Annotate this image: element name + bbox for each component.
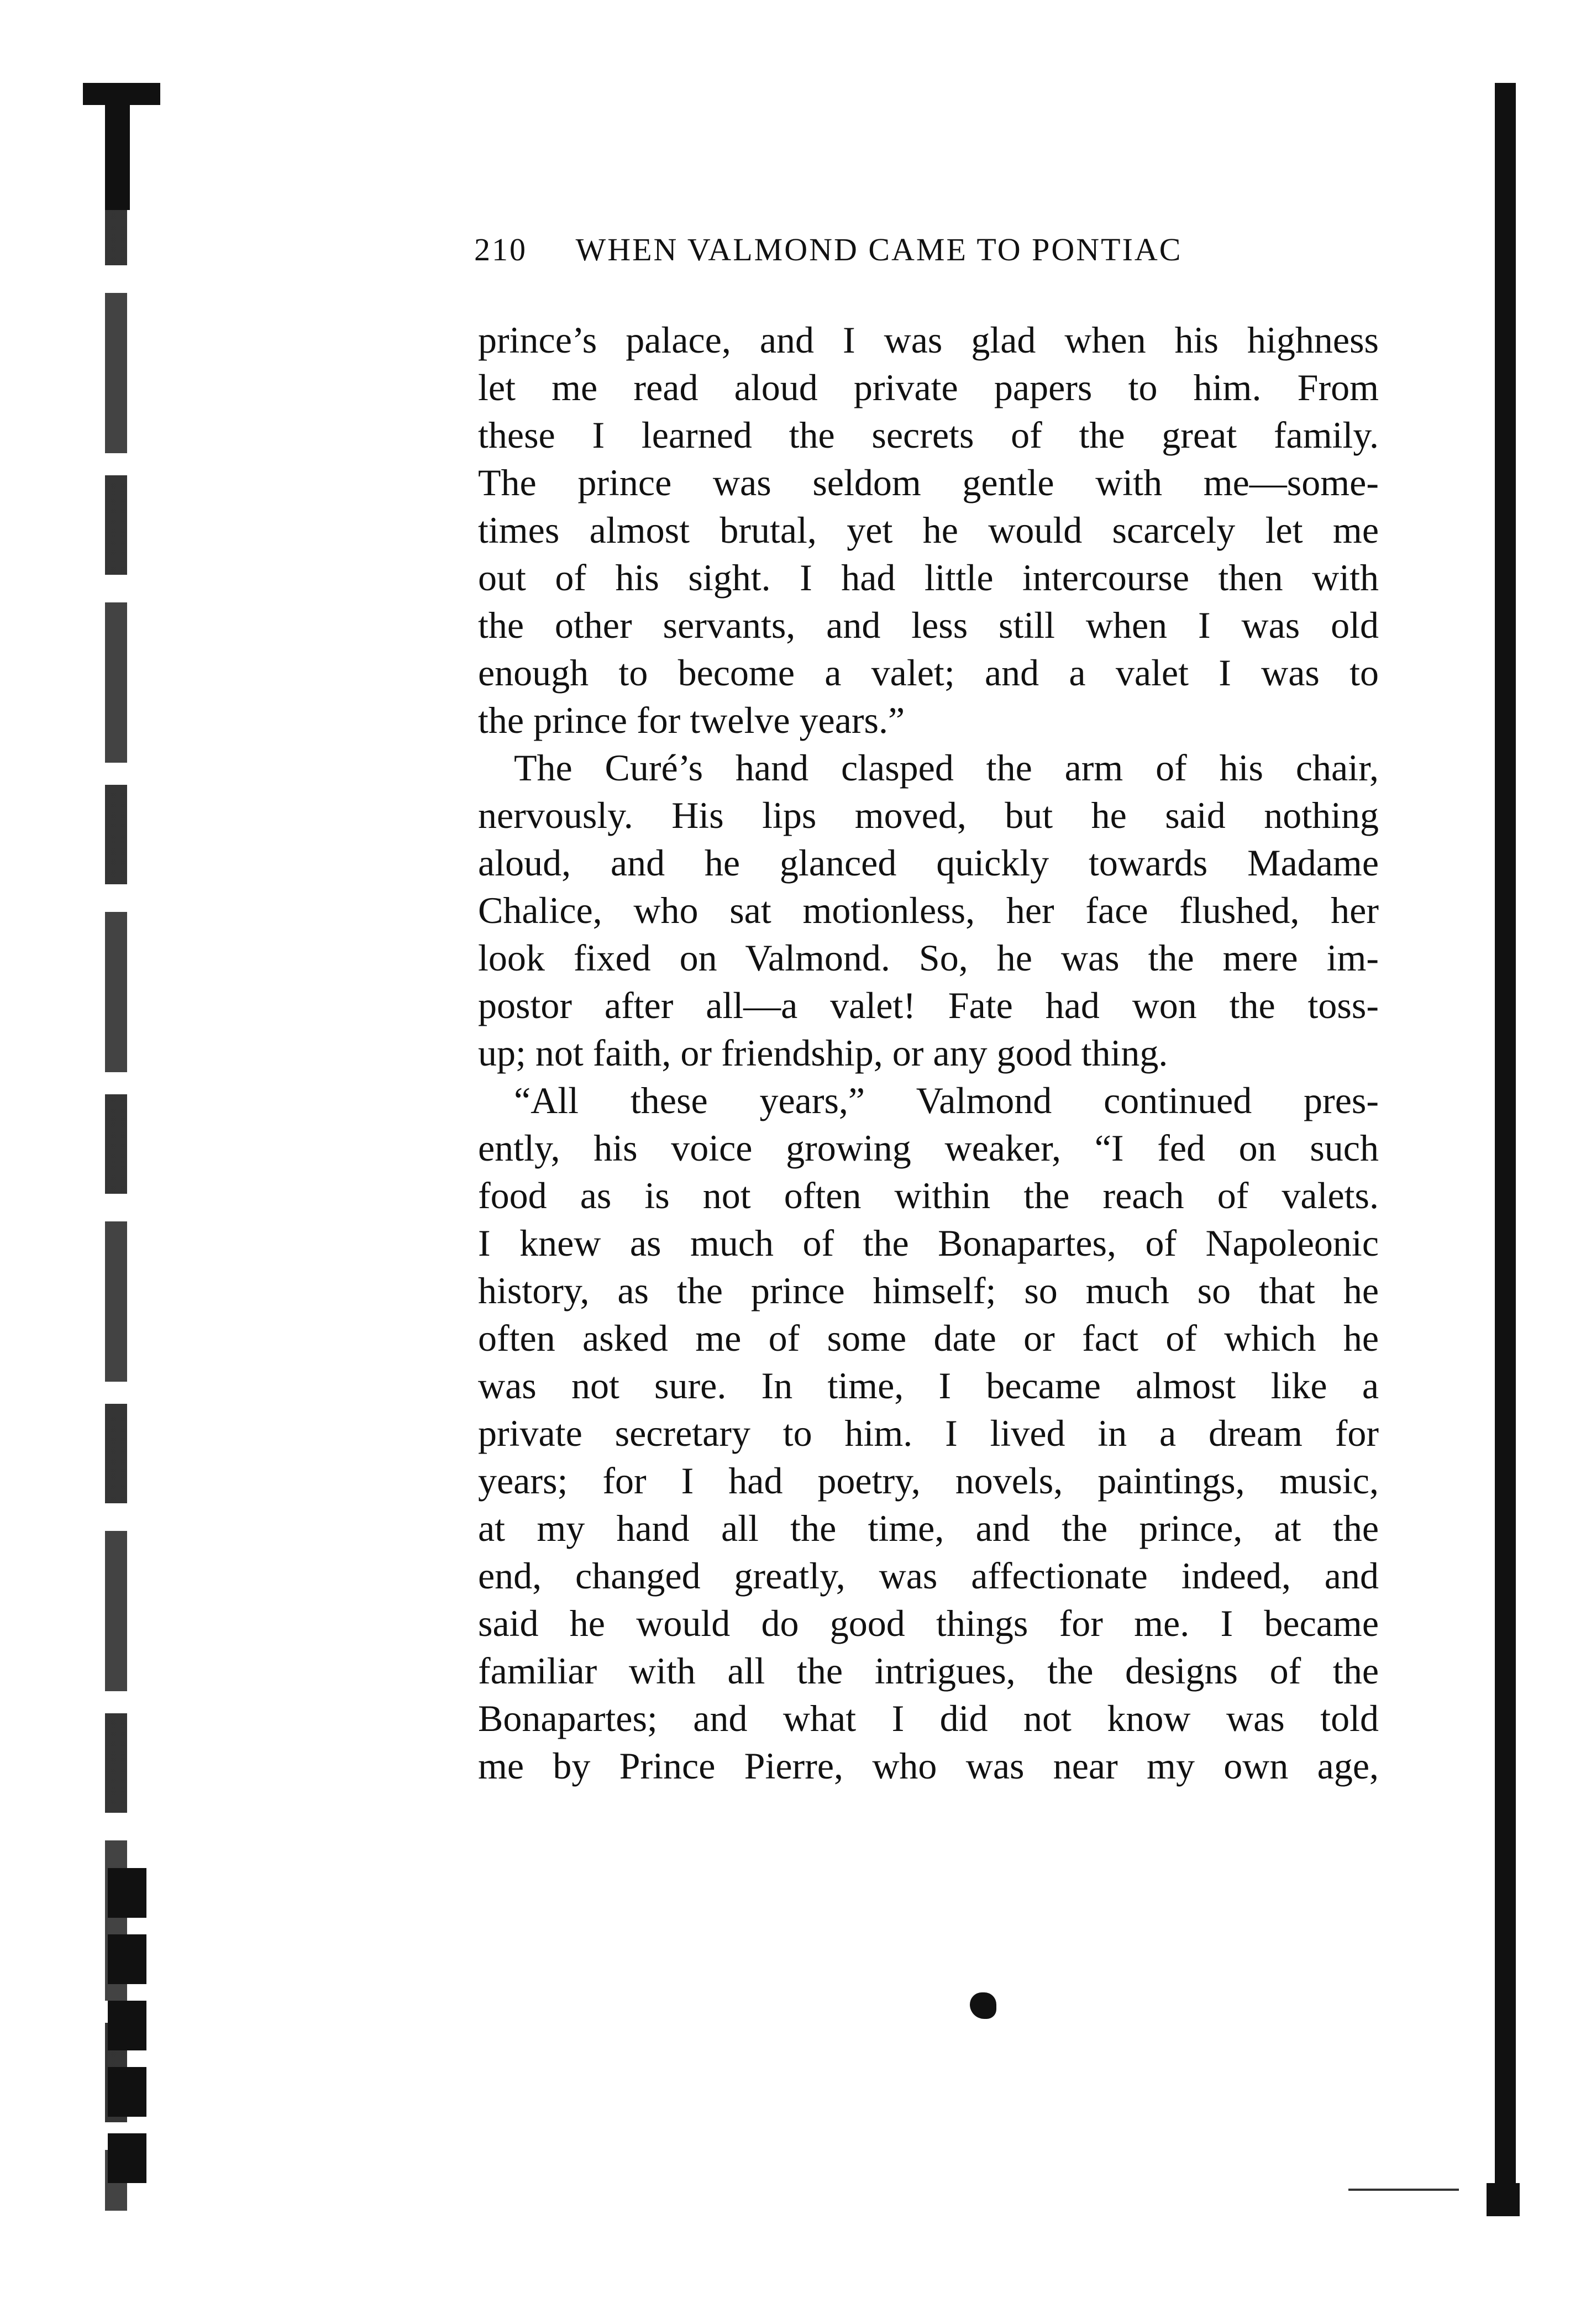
text-line: history, as the prince himself; so much so that he [478,1269,1379,1311]
text-line: often asked me of some date or fact of which he [478,1317,1379,1359]
text-line: The Curé’s hand clasped the arm of his chair, [514,747,1379,789]
text-line: postor after all—a valet! Fate had won the toss- [478,984,1379,1026]
text-line: out of his sight. I had little intercourse then with [478,557,1379,599]
page-number: 210 [474,232,527,267]
text-line: look fixed on Valmond. So, he was the mere im- [478,937,1379,979]
text-line: up; not faith, or friendship, or any good thing. [478,1032,1168,1074]
text-line: end, changed greatly, was affectionate indeed, and [478,1555,1379,1597]
text-line: at my hand all the time, and the prince, at the [478,1507,1379,1549]
scan-mark [1348,2189,1459,2191]
text-line: me by Prince Pierre, who was near my own age, [478,1745,1379,1787]
scan-right-edge [1487,2183,1520,2216]
scan-right-edge [1495,83,1516,2216]
running-title: WHEN VALMOND CAME TO PONTIAC [575,232,1183,267]
text-line: said he would do good things for me. I became [478,1602,1379,1644]
text-line: The prince was seldom gentle with me—some- [478,461,1379,503]
text-line: let me read aloud private papers to him. From [478,366,1379,408]
text-line: “All these years,” Valmond continued pres- [514,1079,1379,1121]
text-line: Bonapartes; and what I did not know was told [478,1697,1379,1739]
text-line: years; for I had poetry, novels, paintings, music, [478,1460,1379,1502]
scan-left-edge [108,1868,146,2200]
text-line: familiar with all the intrigues, the designs of the [478,1650,1379,1692]
text-line: the prince for twelve years.” [478,699,905,741]
ink-blot [970,1992,996,2019]
text-line: I knew as much of the Bonapartes, of Napoleonic [478,1222,1379,1264]
body-text [478,316,1379,1790]
text-line: ently, his voice growing weaker, “I fed on such [478,1127,1379,1169]
text-line: times almost brutal, yet he would scarcely let me [478,509,1379,551]
text-line: food as is not often within the reach of valets. [478,1174,1379,1216]
text-line: was not sure. In time, I became almost like a [478,1365,1379,1407]
text-line: Chalice, who sat motionless, her face flushed, her [478,889,1379,931]
text-line: nervously. His lips moved, but he said nothing [478,794,1379,836]
text-line: prince’s palace, and I was glad when his highness [478,319,1379,361]
text-line: these I learned the secrets of the great family. [478,414,1379,456]
running-head [474,231,1469,281]
text-line: aloud, and he glanced quickly towards Madame [478,842,1379,884]
text-line: the other servants, and less still when I was old [478,604,1379,646]
text-line: private secretary to him. I lived in a dream for [478,1412,1379,1454]
text-line: enough to become a valet; and a valet I was to [478,652,1379,694]
